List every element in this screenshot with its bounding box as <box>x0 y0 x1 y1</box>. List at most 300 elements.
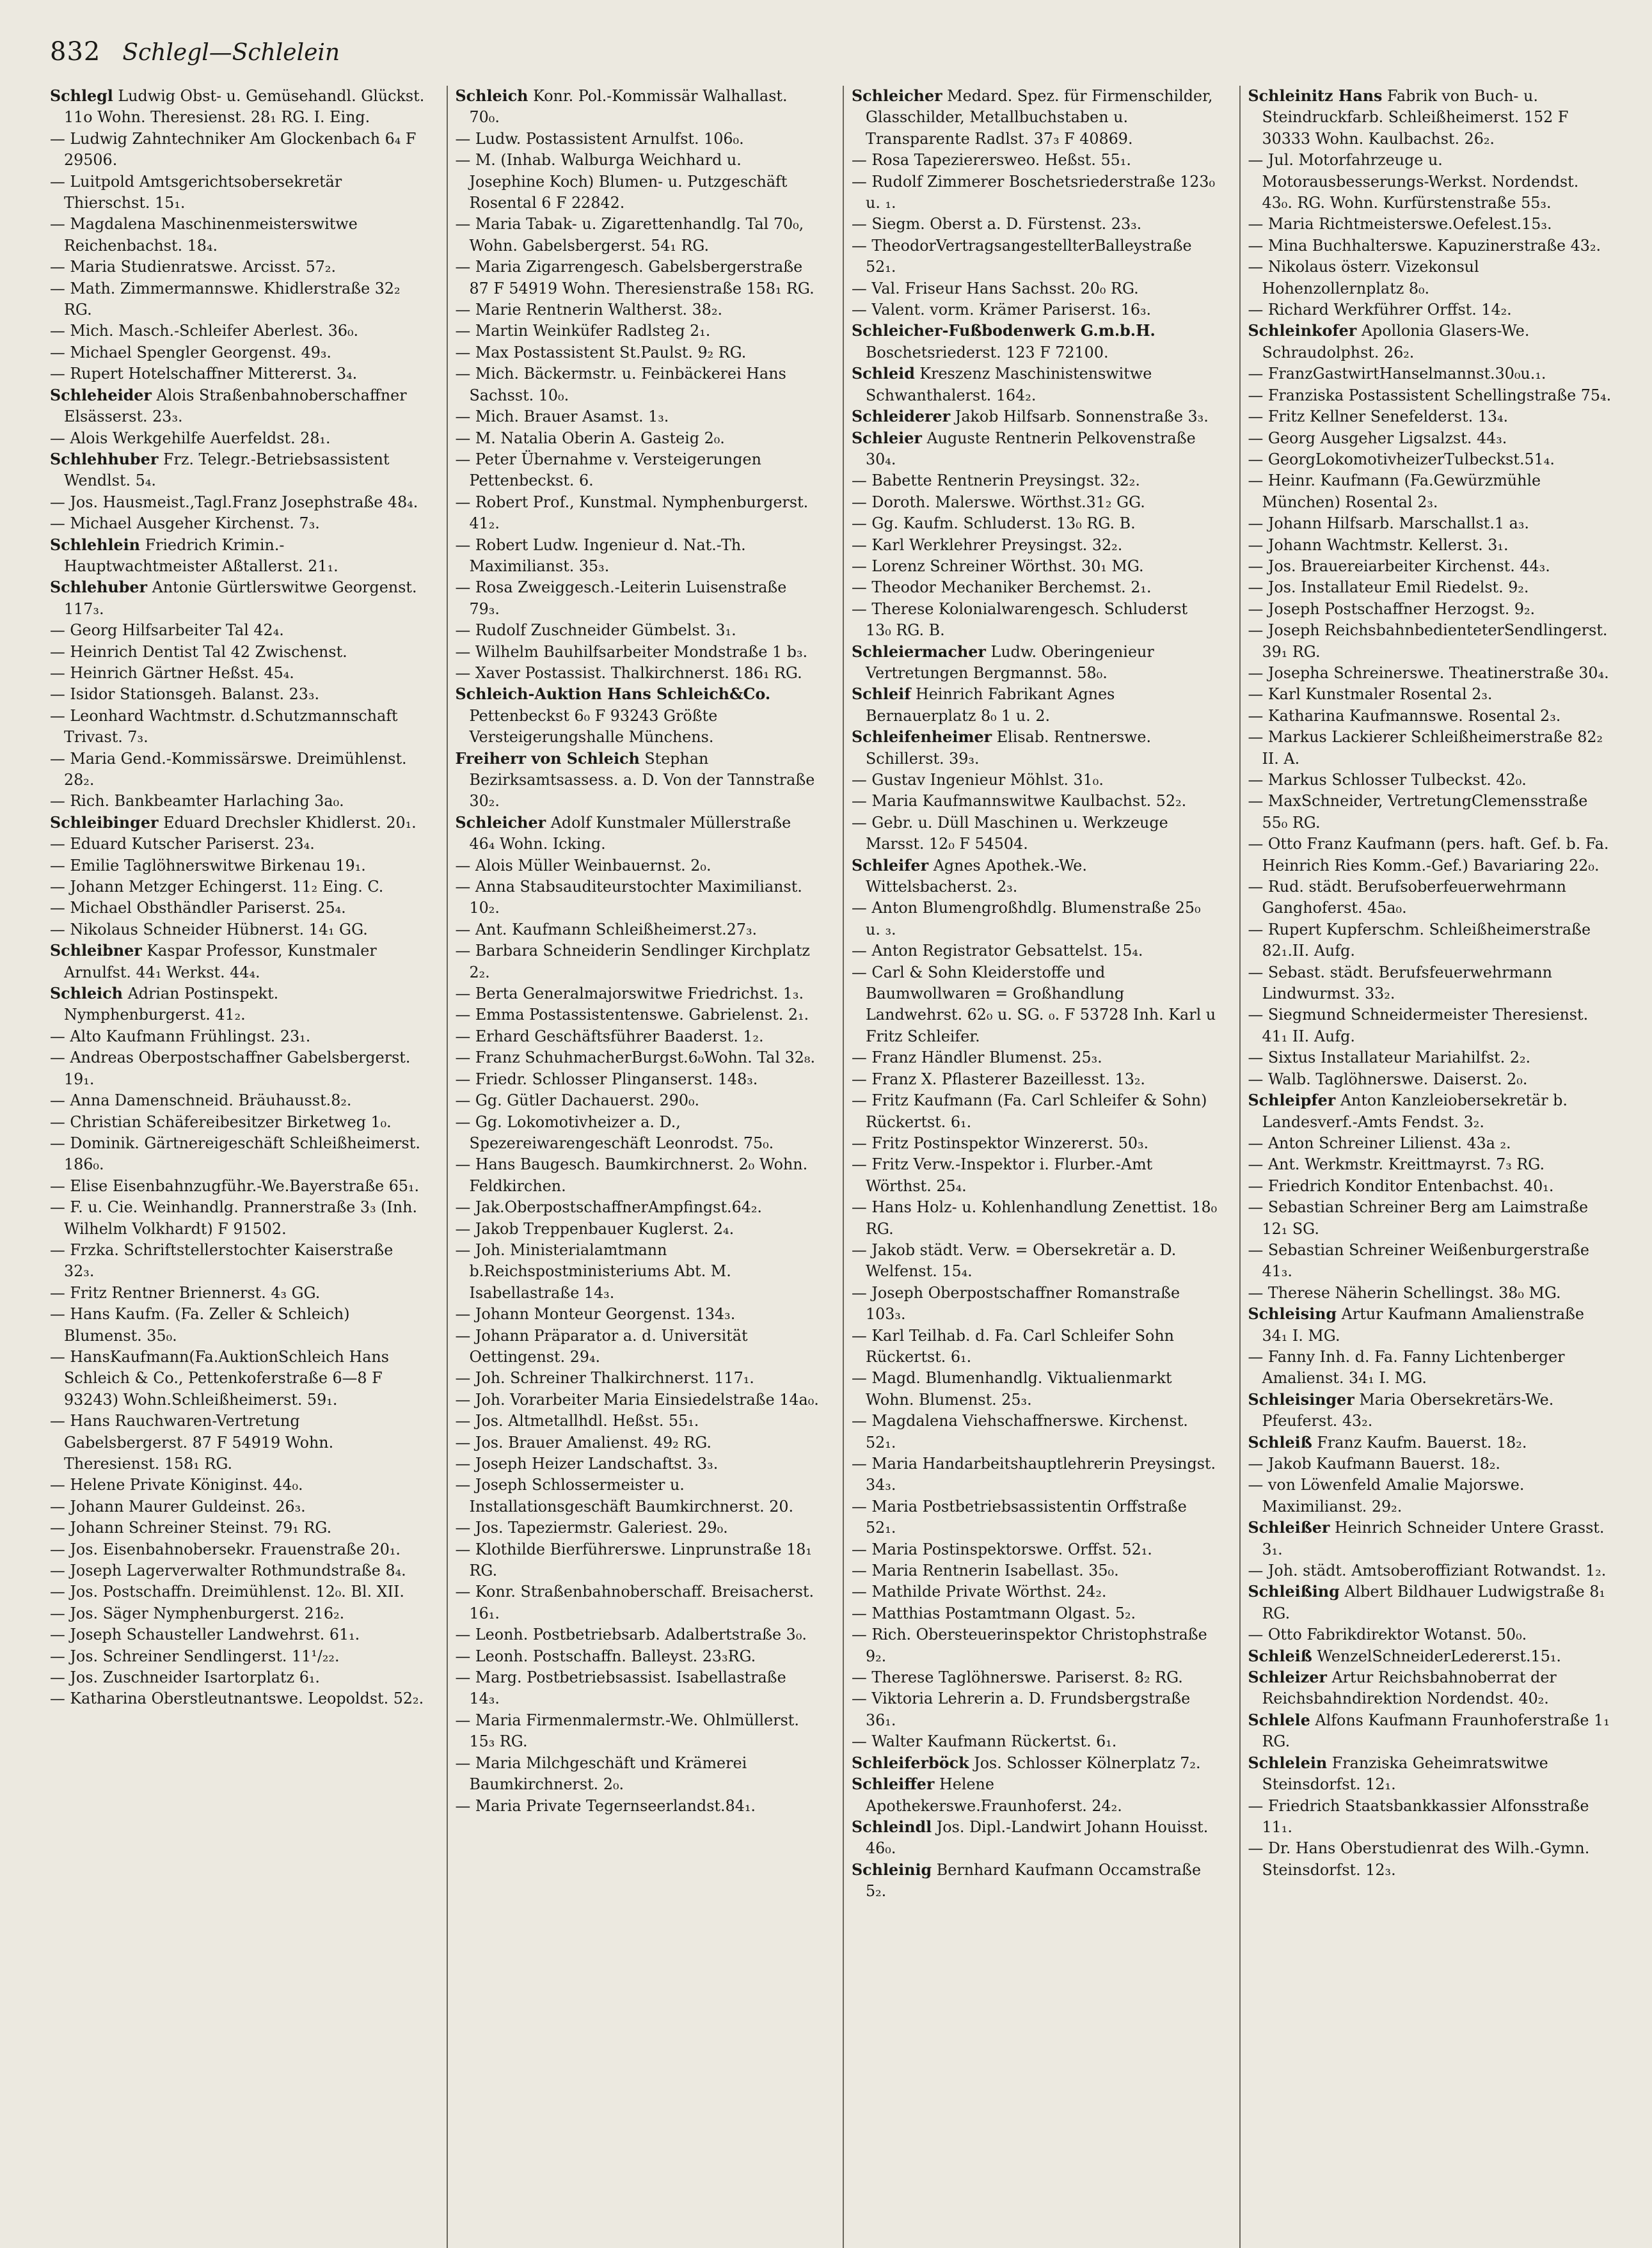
entry-text: Ludw. Oberingenieur Vertretungen Bergmannst. 58₀. <box>866 642 1154 682</box>
directory-entry <box>1248 919 1614 962</box>
entry-text: — Emilie Taglöhnerswitwe Birkenau 19₁. <box>50 856 366 875</box>
entry-text: — M. Natalia Oberin A. Gasteig 2₀. <box>455 429 725 447</box>
entry-text: — Richard Werkführer Orffst. 14₂. <box>1248 301 1512 319</box>
directory-entry <box>1248 1624 1614 1645</box>
entry-text: — Math. Zimmermannswe. Khidlerstraße 32₂ RG. <box>50 279 401 319</box>
directory-entry <box>1248 1838 1614 1881</box>
entry-text: — Siegm. Oberst a. D. Fürstenst. 23₃. <box>852 215 1142 234</box>
entry-text: Heinrich Fabrikant Agnes Bernauerplatz 8₀ 1 u. 2. <box>866 685 1115 725</box>
directory-entry <box>852 513 1218 534</box>
entry-text: — Nikolaus Schneider Hübnerst. 14₁ GG. <box>50 920 368 938</box>
directory-entry <box>1248 1283 1614 1304</box>
directory-entry <box>456 1539 822 1582</box>
entry-text: — Franz SchuhmacherBurgst.6₀Wohn. Tal 32₈. <box>455 1049 816 1067</box>
directory-entry <box>456 1646 822 1667</box>
directory-entry <box>50 1603 425 1624</box>
directory-entry <box>50 492 425 513</box>
entry-text: — Georg Hilfsarbeiter Tal 42₄. <box>50 621 284 640</box>
entry-text: — Johann Präparator a. d. Universität Oettingenst. 29₄. <box>455 1326 748 1366</box>
directory-entry <box>852 1496 1218 1539</box>
entry-text: — Friedrich Staatsbankkassier Alfonsstraße 11₁. <box>1248 1796 1589 1836</box>
directory-entry <box>852 299 1218 321</box>
directory-entry <box>852 1860 1218 1903</box>
directory-entry <box>1248 1197 1614 1240</box>
directory-entry <box>456 449 822 492</box>
directory-entry <box>852 1133 1218 1154</box>
entry-text: — Joseph Schlossermeister u. Installationsgeschäft Baumkirchnerst. 20. <box>455 1476 794 1516</box>
directory-entry <box>456 876 822 919</box>
directory-entry <box>1248 1475 1614 1517</box>
entry-surname: Schleifenheimer <box>852 728 992 747</box>
directory-entry <box>852 791 1218 812</box>
entry-text: Frz. Telegr.-Betriebsassistent Wendlst. 5₄. <box>64 450 390 490</box>
directory-entry <box>852 1240 1218 1283</box>
entry-surname: Schleiderer <box>852 408 951 426</box>
entry-surname: Schlele <box>1248 1711 1310 1729</box>
directory-entry <box>852 577 1218 598</box>
entry-text: — Jak.OberpostschaffnerAmpfingst.64₂. <box>455 1198 762 1217</box>
directory-entry <box>456 620 822 641</box>
entry-text: — Klothilde Bierführerswe. Linprunstraße 18₁ RG. <box>455 1540 812 1580</box>
directory-entry <box>1248 577 1614 598</box>
entry-text: — Joh. Schreiner Thalkirchnerst. 117₁. <box>455 1369 754 1388</box>
entry-surname: Schleheider <box>50 386 152 404</box>
entry-text: Jos. Schlosser Kölnerplatz 7₂. <box>974 1753 1201 1772</box>
directory-entry <box>50 1688 425 1709</box>
directory-entry <box>852 684 1218 727</box>
entry-text: — Anton Schreiner Lilienst. 43a ₂. <box>1248 1134 1511 1152</box>
directory-entry <box>852 1047 1218 1068</box>
entry-text: — Maria Handarbeitshauptlehrerin Preysingst. 34₃. <box>852 1455 1216 1494</box>
directory-entry <box>1248 706 1614 727</box>
entry-text: — F. u. Cie. Weinhandlg. Prannerstraße 3₃ (Inh. Wilhelm Volkhardt) F 91502. <box>50 1198 418 1238</box>
directory-entry <box>852 1817 1218 1860</box>
directory-entry <box>1248 1133 1614 1154</box>
directory-entry <box>1248 1796 1614 1839</box>
entry-text: Kreszenz Maschinistenswitwe Schwanthalerst. 164₂. <box>866 365 1152 404</box>
entry-text: — Maria Rentnerin Isabellast. 35₀. <box>852 1562 1119 1580</box>
directory-entry <box>50 684 425 705</box>
directory-entry <box>1248 385 1614 406</box>
directory-entry <box>852 235 1218 278</box>
entry-surname: Schleising <box>1248 1305 1337 1324</box>
entry-text: — HansKaufmann(Fa.AuktionSchleich Hans Schleich & Co., Pettenkoferstraße 6—8 F 93243) Wohn.Schleißheimerst. 59₁. <box>50 1347 389 1409</box>
entry-surname: Schleiß <box>1248 1433 1312 1452</box>
entry-surname: Schleinitz Hans <box>1248 87 1383 105</box>
directory-entry <box>50 898 425 919</box>
entry-text: — Gustav Ingenieur Möhlst. 31₀. <box>852 771 1104 789</box>
directory-entry <box>1248 770 1614 791</box>
directory-entry <box>50 1283 425 1304</box>
directory-entry <box>50 129 425 171</box>
directory-entry <box>456 1326 822 1368</box>
directory-entry <box>852 1411 1218 1453</box>
entry-text: — Jos. Brauereiarbeiter Kirchenst. 44₃. <box>1248 557 1550 575</box>
entry-text: — Otto Fabrikdirektor Wotanst. 50₀. <box>1248 1626 1527 1644</box>
entry-text: — Dominik. Gärtnereigeschäft Schleißheimerst. 186₀. <box>50 1134 420 1174</box>
directory-entry <box>1248 321 1614 363</box>
entry-surname: Schleier <box>852 429 922 447</box>
directory-entry <box>456 1047 822 1068</box>
entry-surname: Schleiermacher <box>852 642 986 661</box>
entry-text: — Mich. Bäckermstr. u. Feinbäckerei Hans Sachsst. 10₀. <box>455 365 786 404</box>
directory-entry <box>1248 406 1614 427</box>
entry-text: Boschetsriederst. 123 F 72100. <box>866 343 1109 361</box>
directory-entry <box>1248 1240 1614 1283</box>
directory-entry <box>852 1197 1218 1240</box>
entry-text: — Fritz Postinspektor Winzererst. 50₃. <box>852 1134 1149 1152</box>
entry-text: — Karl Werklehrer Preysingst. 32₂. <box>852 535 1123 554</box>
entry-text: — Jakob Treppenbauer Kuglerst. 2₄. <box>455 1219 735 1238</box>
directory-entry <box>852 321 1218 363</box>
entry-text: — Markus Schlosser Tulbeckst. 42₀. <box>1248 771 1527 789</box>
directory-entry <box>852 1154 1218 1197</box>
directory-entry <box>50 1047 425 1090</box>
entry-text: — Johann Wachtmstr. Kellerst. 3₁. <box>1248 535 1509 554</box>
running-head: Schlegl—Schlelein <box>122 40 340 66</box>
entry-text: — Jos. Säger Nymphenburgerst. 216₂. <box>50 1604 345 1622</box>
directory-entry <box>852 1453 1218 1496</box>
directory-entry <box>1248 214 1614 235</box>
entry-text: — Nikolaus österr. Vizekonsul Hohenzollernplatz 8₀. <box>1248 258 1479 297</box>
entry-text: — Joseph Postschaffner Herzogst. 9₂. <box>1248 599 1536 618</box>
entry-surname: Schleinig <box>852 1860 932 1879</box>
entry-text: — Isidor Stationsgeh. Balanst. 23₃. <box>50 685 320 704</box>
directory-entry <box>50 1624 425 1645</box>
directory-entry <box>50 278 425 321</box>
directory-entry <box>852 535 1218 556</box>
directory-entry <box>1248 556 1614 577</box>
directory-entry <box>852 812 1218 855</box>
entry-text: — Gg. Gütler Dachauerst. 290₀. <box>455 1091 700 1110</box>
directory-entry <box>50 834 425 855</box>
directory-entry <box>456 321 822 342</box>
entry-text: — Leonh. Postbetriebsarb. Adalbertstraße 3₀. <box>455 1626 807 1644</box>
entry-text: — Helene Private Königinst. 44₀. <box>50 1476 303 1494</box>
entry-text: Jakob Hilfsarb. Sonnenstraße 3₃. <box>955 408 1209 426</box>
entry-text: — FranzGastwirtHanselmannst.30₀u.₁. <box>1248 365 1546 383</box>
directory-entry <box>1248 535 1614 556</box>
directory-entry <box>1248 1176 1614 1197</box>
entry-text: — Jos. Installateur Emil Riedelst. 9₂. <box>1248 578 1529 597</box>
directory-entry <box>456 983 822 1004</box>
directory-entry <box>50 363 425 384</box>
directory-entry <box>50 1475 425 1496</box>
directory-entry <box>50 642 425 663</box>
column-3 <box>843 86 1218 2248</box>
entry-text: — Heinrich Dentist Tal 42 Zwischenst. <box>50 642 347 661</box>
entry-text: — Valent. vorm. Krämer Pariserst. 16₃. <box>852 301 1152 319</box>
entry-text: — Mathilde Private Wörthst. 24₂. <box>852 1583 1107 1601</box>
entry-surname: Schleifer <box>852 856 929 875</box>
directory-entry <box>50 513 425 534</box>
entry-text: — Alto Kaufmann Frühlingst. 23₁. <box>50 1027 311 1045</box>
entry-text: — Luitpold Amtsgerichtsobersekretär Thierschst. 15₁. <box>50 172 342 212</box>
entry-surname: Schleich-Auktion Hans Schleich&Co. <box>455 685 771 704</box>
directory-entry <box>852 727 1218 770</box>
directory-entry <box>456 1219 822 1240</box>
directory-entry <box>1248 363 1614 384</box>
entry-text: — Rosa Zweiggesch.-Leiterin Luisenstraße 79₃. <box>455 578 787 618</box>
directory-entry <box>1248 1667 1614 1710</box>
entry-surname: Schleißer <box>1248 1519 1330 1537</box>
entry-text: — Fritz Kaufmann (Fa. Carl Schleifer & Sohn) Rückertst. 6₁. <box>852 1091 1207 1131</box>
directory-entry <box>852 406 1218 427</box>
entry-text: Adolf Kunstmaler Müllerstraße 46₄ Wohn. Icking. <box>469 813 791 853</box>
entry-text: Franziska Geheimratswitwe Steinsdorfst. 12₁. <box>1262 1753 1548 1794</box>
directory-entry <box>456 1796 822 1817</box>
entry-text: — Gebr. u. Düll Maschinen u. Werkzeuge Marsst. 12₀ F 54504. <box>852 813 1168 853</box>
column-1 <box>50 86 425 2248</box>
entry-surname: Schleisinger <box>1248 1390 1354 1409</box>
entry-text: — Maria Tabak- u. Zigarettenhandlg. Tal 70₀, Wohn. Gabelsbergerst. 54₁ RG. <box>455 215 804 255</box>
entry-surname: Schleibinger <box>50 813 159 832</box>
entry-text: — Anna Stabsauditeurstochter Maximilianst. 10₂. <box>455 878 802 917</box>
directory-entry <box>50 983 425 1026</box>
entry-text: — Berta Generalmajorswitwe Friedrichst. 1₃. <box>455 985 804 1003</box>
directory-entry <box>50 1304 425 1347</box>
directory-entry <box>456 1581 822 1624</box>
directory-entry <box>1248 299 1614 321</box>
directory-entry <box>1248 257 1614 299</box>
entry-text: Eduard Drechsler Khidlerst. 20₁. <box>163 813 417 832</box>
entry-text: — Johann Monteur Georgenst. 134₃. <box>455 1305 736 1324</box>
directory-entry <box>1248 1090 1614 1133</box>
entry-text: — Carl & Sohn Kleiderstoffe und Baumwollwaren = Großhandlung Landwehrst. 62₀ u. SG. ₀. F 53728 Inh. Karl u Fritz Schleifer. <box>852 963 1216 1045</box>
entry-text: — Fritz Rentner Briennerst. 4₃ GG. <box>50 1283 321 1302</box>
entry-text: Bernhard Kaufmann Occamstraße 5₂. <box>866 1860 1202 1901</box>
directory-entry <box>456 428 822 449</box>
column-4 <box>1239 86 1614 2248</box>
directory-entry <box>456 257 822 299</box>
entry-text: — Hans Baugesch. Baumkirchnerst. 2₀ Wohn. Feldkirchen. <box>455 1155 808 1195</box>
directory-entry <box>1248 86 1614 150</box>
directory-entry <box>456 492 822 535</box>
directory-entry <box>456 663 822 684</box>
entry-text: — Ant. Werkmstr. Kreittmayrst. 7₃ RG. <box>1248 1155 1545 1174</box>
directory-entry <box>456 1069 822 1090</box>
entry-text: — Joseph Heizer Landschaftst. 3₃. <box>455 1455 719 1473</box>
entry-text: — Hans Rauchwaren-Vertretung Gabelsbergerst. 87 F 54919 Wohn. Theresienst. 158₁ RG. <box>50 1412 334 1473</box>
entry-text: — Anton Registrator Gebsattelst. 15₄. <box>852 942 1143 960</box>
entry-text: — Konr. Straßenbahnoberschaff. Breisacherst. 16₁. <box>455 1583 814 1622</box>
entry-text: — Leonh. Postschaffn. Balleyst. 23₃RG. <box>455 1647 756 1665</box>
directory-entry <box>1248 1560 1614 1581</box>
entry-text: — Val. Friseur Hans Sachsst. 20₀ RG. <box>852 279 1139 297</box>
entry-text: — Emma Postassistentenswe. Gabrielenst. 2₁. <box>455 1006 809 1024</box>
entry-text: — Maria Milchgeschäft und Krämerei Baumkirchnerst. 2₀. <box>455 1753 747 1794</box>
entry-text: — Rupert Hotelschaffner Mittererst. 3₄. <box>50 365 358 383</box>
directory-entry <box>50 1240 425 1283</box>
directory-entry <box>852 470 1218 491</box>
directory-entry <box>456 1026 822 1047</box>
directory-entry <box>852 1753 1218 1774</box>
directory-entry <box>456 214 822 257</box>
entry-text: — Mina Buchhalterswe. Kapuzinerstraße 43₂. <box>1248 236 1601 255</box>
directory-entry <box>1248 1004 1614 1047</box>
directory-entry <box>50 342 425 363</box>
directory-entry <box>50 86 425 129</box>
directory-entry <box>50 940 425 983</box>
directory-entry <box>456 940 822 983</box>
entry-text: — Robert Prof., Kunstmal. Nymphenburgerst. 41₂. <box>455 493 809 533</box>
directory-entry <box>1248 599 1614 620</box>
entry-text: — Rich. Obersteuerinspektor Christophstraße 9₂. <box>852 1626 1207 1665</box>
entry-text: — Franz X. Pflasterer Bazeillesst. 13₂. <box>852 1070 1145 1088</box>
entry-surname: Schleif <box>852 685 911 704</box>
directory-entry <box>1248 1517 1614 1560</box>
directory-entry <box>1248 1710 1614 1753</box>
entry-text: Friedrich Krimin.-Hauptwachtmeister Aßtallerst. 21₁. <box>64 535 338 575</box>
directory-entry <box>852 214 1218 235</box>
directory-entry <box>852 770 1218 791</box>
entry-text: — GeorgLokomotivheizerTulbeckst.51₄. <box>1248 450 1555 468</box>
directory-entry <box>852 1368 1218 1411</box>
entry-text: Maria Obersekretärs-We. Pfeuferst. 43₂. <box>1262 1390 1554 1430</box>
entry-text: — Franziska Postassistent Schellingstraße 75₄. <box>1248 386 1612 404</box>
entry-text: Medard. Spez. für Firmenschilder, Glasschilder, Metallbuchstaben u. Transparente Radlst. 37₃ F 40869. <box>866 87 1213 148</box>
entry-text: — Michael Spengler Georgenst. 49₃. <box>50 343 331 361</box>
entry-text: Alfons Kaufmann Fraunhoferstraße 1₁ RG. <box>1262 1711 1610 1751</box>
entry-text: — Gg. Kaufm. Schluderst. 13₀ RG. B. <box>852 514 1136 533</box>
directory-entry <box>456 1240 822 1304</box>
directory-entry <box>456 1475 822 1517</box>
directory-entry <box>852 1688 1218 1731</box>
entry-text: — Matthias Postamtmann Olgast. 5₂. <box>852 1604 1136 1622</box>
directory-entry <box>456 1432 822 1453</box>
entry-surname: Schlegl <box>50 87 113 105</box>
entry-text: Albert Bildhauer Ludwigstraße 8₁ RG. <box>1262 1583 1605 1622</box>
columns <box>50 86 1614 2248</box>
directory-entry <box>456 342 822 363</box>
directory-entry <box>50 171 425 214</box>
directory-entry <box>1248 620 1614 663</box>
entry-text: — Josepha Schreinerswe. Theatinerstraße 30₄. <box>1248 663 1609 682</box>
entry-text: — Karl Kunstmaler Rosental 2₃. <box>1248 685 1493 704</box>
entry-text: — Rosa Tapezierersweo. Heßst. 55₁. <box>852 151 1131 170</box>
entry-text: — Jakob Kaufmann Bauerst. 18₂. <box>1248 1455 1500 1473</box>
entry-text: — Joseph Lagerverwalter Rothmundstraße 8₄. <box>50 1562 406 1580</box>
entry-text: — Maria Kaufmannswitwe Kaulbachst. 52₂. <box>852 792 1187 811</box>
entry-text: — Ludw. Postassistent Arnulfst. 106₀. <box>455 129 744 148</box>
entry-text: — Therese Näherin Schellingst. 38₀ MG. <box>1248 1283 1561 1302</box>
entry-text: — Johann Hilfsarb. Marschallst.1 a₃. <box>1248 514 1529 533</box>
entry-surname: Schlelein <box>1248 1753 1328 1772</box>
entry-text: — Heinrich Gärtner Heßst. 45₄. <box>50 663 294 682</box>
entry-text: — Alois Müller Weinbauernst. 2₀. <box>455 856 711 875</box>
entry-text: — Katharina Kaufmannswe. Rosental 2₃. <box>1248 706 1561 725</box>
entry-text: — Jos. Zuschneider Isartorplatz 6₁. <box>50 1668 320 1687</box>
entry-text: — Ant. Kaufmann Schleißheimerst.27₃. <box>455 920 758 938</box>
entry-surname: Schlehlein <box>50 535 140 554</box>
entry-text: — Friedrich Konditor Entenbachst. 40₁. <box>1248 1176 1554 1195</box>
entry-text: — Ludwig Zahntechniker Am Glockenbach 6₄ F 29506. <box>50 129 417 170</box>
page-header <box>50 37 1614 82</box>
entry-text: — Erhard Geschäftsführer Baaderst. 1₂. <box>455 1027 764 1045</box>
directory-entry <box>852 940 1218 962</box>
entry-text: — Gg. Lokomotivheizer a. D., Spezereiwarengeschäft Leonrodst. 75₀. <box>455 1112 774 1152</box>
entry-text: — Johann Maurer Guldeinst. 26₃. <box>50 1497 306 1516</box>
directory-entry <box>456 577 822 620</box>
entry-text: — Dr. Hans Oberstudienrat des Wilh.-Gymn. Steinsdorfst. 12₃. <box>1248 1839 1590 1879</box>
entry-text: — Walter Kaufmann Rückertst. 6₁. <box>852 1732 1117 1751</box>
entry-text: — M. (Inhab. Walburga Weichhard u. Josephine Koch) Blumen- u. Putzgeschäft Rosental 6 F 22842. <box>455 151 788 212</box>
entry-text: — Joh. Vorarbeiter Maria Einsiedelstraße 14a₀. <box>455 1390 819 1409</box>
entry-text: — Anna Damenschneid. Bräuhausst.8₂. <box>50 1091 352 1110</box>
entry-text: Elisab. Rentnerswe. Schillerst. 39₃. <box>866 728 1152 768</box>
directory-entry <box>852 1624 1218 1667</box>
directory-entry <box>1248 513 1614 534</box>
directory-entry <box>456 684 822 748</box>
entry-text: — Viktoria Lehrerin a. D. Frundsbergstraße 36₁. <box>852 1690 1191 1729</box>
entry-text: Stephan Bezirksamtsassess. a. D. Von der Tannstraße 30₂. <box>469 749 815 811</box>
entry-surname: Schleiß <box>1248 1647 1312 1665</box>
entry-text: — Fanny Inh. d. Fa. Fanny Lichtenberger Amalienst. 34₁ I. MG. <box>1248 1347 1565 1388</box>
page-number: 832 <box>50 37 101 67</box>
entry-text: — Magd. Blumenhandlg. Viktualienmarkt Wohn. Blumenst. 25₃. <box>852 1369 1172 1409</box>
entry-text: — Sebast. städt. Berufsfeuerwehrmann Lindwurmst. 33₂. <box>1248 963 1552 1003</box>
entry-text: — Jos. Postschaffn. Dreimühlenst. 12₀. Bl. XII. <box>50 1583 404 1601</box>
entry-text: — Siegmund Schneidermeister Theresienst. 41₁ II. Aufg. <box>1248 1006 1589 1045</box>
entry-text: — Fritz Verw.-Inspektor i. Flurber.-Amt Wörthst. 25₄. <box>852 1155 1153 1195</box>
entry-text: — Markus Lackierer Schleißheimerstraße 82₂ II. A. <box>1248 728 1603 768</box>
directory-entry <box>852 642 1218 685</box>
entry-text: — Rudolf Zimmerer Boschetsriederstraße 123₀ u. ₁. <box>852 172 1216 212</box>
entry-text: — Joseph ReichsbahnbedienteterSendlingerst. 39₁ RG. <box>1248 621 1608 661</box>
entry-text: — Max Postassistent St.Paulst. 9₂ RG. <box>455 343 747 361</box>
entry-surname: Schleich <box>455 87 528 105</box>
entry-text: WenzelSchneiderLedererst.15₁. <box>1317 1647 1561 1665</box>
directory-entry <box>50 1090 425 1111</box>
entry-text: Artur Kaufmann Amalienstraße 34₁ I. MG. <box>1262 1305 1585 1345</box>
directory-entry <box>456 1411 822 1432</box>
entry-text: Jos. Dipl.-Landwirt Johann Houisst. 46₀. <box>866 1817 1209 1858</box>
entry-text: — Sebastian Schreiner Weißenburgerstraße 41₃. <box>1248 1240 1589 1281</box>
directory-entry <box>1248 876 1614 919</box>
directory-entry <box>1248 962 1614 1005</box>
entry-text: — Anton Blumengroßhdlg. Blumenstraße 25₀ u. ₃. <box>852 899 1201 938</box>
entry-text: — Maria Postinspektorswe. Orffst. 52₁. <box>852 1540 1152 1558</box>
entry-text: Fabrik von Buch- u. Steindruckfarb. Schleißheimerst. 152 F 30333 Wohn. Kaulbachst. 26₂. <box>1262 87 1569 148</box>
entry-text: — TheodorVertragsangestellterBalleystraße 52₁. <box>852 236 1192 276</box>
entry-text: — Katharina Oberstleutnantswe. Leopoldst. 52₂. <box>50 1690 424 1708</box>
entry-text: Franz Kaufm. Bauerst. 18₂. <box>1317 1433 1527 1452</box>
entry-text: — Georg Ausgeher Ligsalzst. 44₃. <box>1248 429 1507 447</box>
directory-entry <box>852 492 1218 513</box>
entry-text: — Sixtus Installateur Mariahilfst. 2₂. <box>1248 1049 1531 1067</box>
entry-text: — Maria Studienratswe. Arcisst. 57₂. <box>50 258 337 276</box>
entry-surname: Schleizer <box>1248 1668 1327 1687</box>
entry-text: — Therese Taglöhnerswe. Pariserst. 8₂ RG. <box>852 1668 1183 1687</box>
directory-entry <box>50 876 425 898</box>
entry-text: — Maria Firmenmalermstr.-We. Ohlmüllerst. 15₃ RG. <box>455 1711 799 1751</box>
directory-entry <box>50 1347 425 1411</box>
entry-text: Apollonia Glasers-We. Schraudolphst. 26₂. <box>1262 322 1530 361</box>
entry-surname: Schleicher <box>455 813 546 832</box>
directory-entry <box>1248 1389 1614 1432</box>
directory-entry <box>456 1453 822 1475</box>
directory-entry <box>456 1304 822 1325</box>
entry-text: — Fritz Kellner Senefelderst. 13₄. <box>1248 408 1509 426</box>
entry-surname: Schleid <box>852 365 915 383</box>
entry-text: — Wilhelm Bauhilfsarbeiter Mondstraße 1 b₃. <box>455 642 808 661</box>
entry-text: Konr. Pol.-Kommissär Walhallast. 70₀. <box>469 87 788 127</box>
directory-entry <box>456 1004 822 1025</box>
entry-text: — Joseph Schausteller Landwehrst. 61₁. <box>50 1626 360 1644</box>
directory-entry <box>1248 1453 1614 1475</box>
entry-text: — Xaver Postassist. Thalkirchnerst. 186₁ RG. <box>455 663 802 682</box>
directory-entry <box>852 1560 1218 1581</box>
